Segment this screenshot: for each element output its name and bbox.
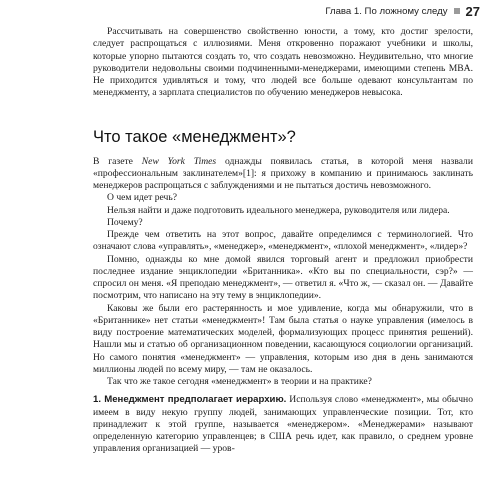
- section-heading: Что такое «менеджмент»?: [93, 127, 296, 146]
- newspaper-before: В газете: [93, 155, 142, 167]
- paragraph-surprise: Каковы же были его растерянность и мое удивление, когда мы обнаружили, что в «Британнике» нет статьи «менеджмент»! Там была статья о науке управления (имелось в виду построение математических моделей, формализующих процесс принятия решений). Нашли мы и статью об организационном поведении, касающуюся социологии организаций. Но самого понятия «менеджмент» — управления, которым изо дня в день занимаются миллионы людей по всему миру, — там не оказалось.: [93, 302, 473, 375]
- page-number: 27: [465, 3, 480, 19]
- header-square-marker: [454, 8, 460, 14]
- paragraph-terms: Прежде чем ответить на этот вопрос, давайте определимся с терминологией. Что означают слова «управлять», «менеджер», «менеджмент», «плохой менеджмент», «лидер»?: [93, 229, 473, 253]
- hierarchy-text: Используя слово «менеджмент», мы обычно имеем в виду некую группу людей, занимающих управленческие позиции. Тот, кто принадлежит к этой группе, называется «менеджером». «Менеджерами» называют определенную категорию управленцев; в США речь идет, как правило, о среднем уровне управления организацией — уров-: [93, 394, 473, 455]
- newspaper-source: New York Times: [141, 155, 217, 167]
- hierarchy-lead: 1. Менеджмент предполагает иерархию.: [93, 394, 287, 406]
- newspaper-after: однажды появилась статья, в которой меня назвали «профессиональным заклинателем»[1]: я прихожу в компанию и принимаюсь заклинать менеджеров распрощаться с заблуждениями и не пытаться достичь невозможного.: [93, 155, 473, 191]
- paragraph-why: Почему?: [107, 216, 143, 228]
- paragraph-hierarchy: [93, 394, 473, 455]
- intro-paragraph: Рассчитывать на совершенство свойственно юности, а тому, кто достиг зрелости, следует распрощаться с иллюзиями. Меня откровенно поражают учебники и школы, которые упорно пытаются создать то, что создать невозможно. Неудивительно, что многие руководители недовольны своими подчиненными-менеджерами, имеющими степень MBA. Не приходится удивляться и тому, что людей все больше одевают консультантам по менеджменту, а зарплата специалистов по обучению менеджеров невысока.: [93, 26, 473, 99]
- page-body: [93, 26, 473, 456]
- paragraph-today: Так что же такое сегодня «менеджмент» в теории и на практике?: [107, 376, 372, 387]
- paragraph-what: О чем идет речь?: [107, 192, 178, 204]
- running-header: [325, 3, 480, 19]
- paragraph-cannot-find: Нельзя найти и даже подготовить идеального менеджера, руководителя или лидера.: [107, 204, 450, 216]
- paragraph-britannica: Помню, однажды ко мне домой явился торговый агент и предложил приобрести последнее издание энциклопедии «Британника». «Кто вы по специальности, сэр?» — спросил он меня. «Я преподаю менеджмент», — ответил я. «Что ж, — сказал он. — Давайте посмотрим, что написано на эту тему в энциклопедии».: [93, 253, 473, 302]
- paragraph-newspaper: [93, 156, 473, 193]
- chapter-title: Глава 1. По ложному следу: [325, 5, 448, 17]
